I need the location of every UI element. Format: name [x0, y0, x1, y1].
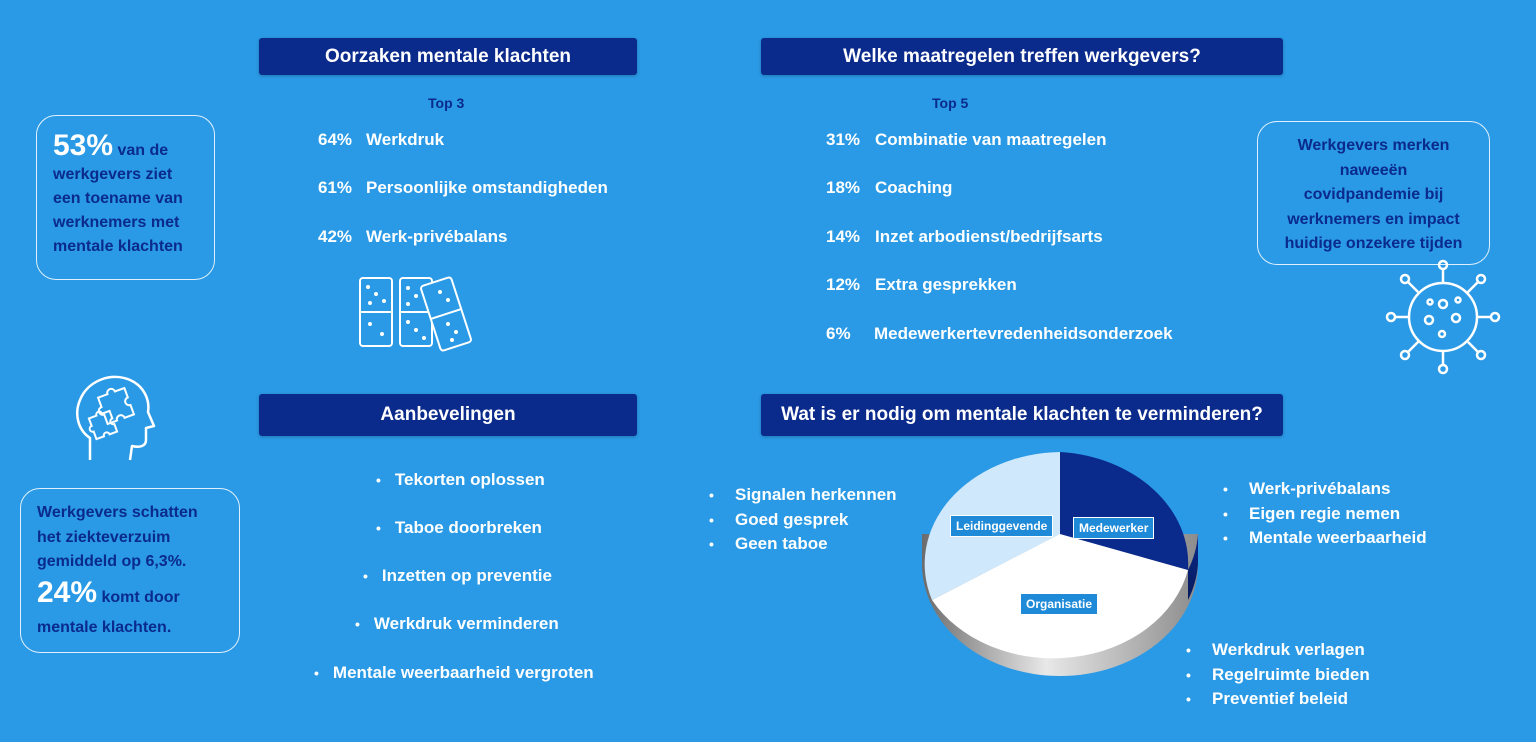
bullet: •: [355, 616, 360, 632]
bullet: •: [376, 520, 381, 536]
covid-text: covidpandemie bij: [1303, 186, 1444, 203]
measure-pct: 12%: [826, 275, 861, 294]
list-item-label: Geen taboe: [735, 534, 828, 553]
recommendation-label: Mentale weerbaarheid vergroten: [332, 663, 594, 682]
increase-text: een toename van: [53, 190, 183, 207]
list-item: [709, 508, 897, 533]
increase-text-1: van de: [117, 142, 169, 159]
absence-big-pct: 24%: [37, 575, 98, 609]
recommendation-item: [355, 614, 559, 634]
recommendation-label: Werkdruk verminderen: [373, 614, 559, 633]
increase-text: werkgevers ziet: [53, 166, 173, 183]
list-item-label: Preventief beleid: [1212, 689, 1349, 708]
causes-top-label: Top 3: [428, 95, 465, 111]
measure-item: [826, 178, 952, 198]
organisation-list: [1186, 638, 1370, 712]
covid-text: naweeën: [1339, 161, 1408, 179]
measure-item: [826, 130, 1106, 150]
list-item-label: Mentale weerbaarheid: [1249, 528, 1427, 547]
covid-text: huidige onzekere tijden: [1284, 235, 1463, 252]
causes-title: Oorzaken mentale klachten: [259, 38, 637, 75]
measure-label: Coaching: [875, 178, 953, 197]
list-item-label: Goed gesprek: [735, 509, 849, 529]
needs-title: Wat is er nodig om mentale klachten te verminderen?: [761, 394, 1283, 436]
list-item: [1223, 526, 1427, 551]
absence-text: Werkgevers schatten: [37, 504, 198, 521]
measure-item: [826, 227, 1103, 247]
measure-item: [826, 275, 1017, 295]
measure-item: [826, 324, 1173, 344]
recommendation-label: Tekorten oplossen: [394, 470, 545, 489]
measures-title: Welke maatregelen treffen werkgevers?: [761, 38, 1283, 75]
bullet: •: [1186, 691, 1191, 707]
needs-pie: [918, 452, 1208, 697]
recommendations-title: Aanbevelingen: [259, 394, 637, 436]
bullet: •: [1223, 505, 1228, 522]
recommendation-label: Inzetten op preventie: [381, 566, 552, 585]
pie-label-employee: Medewerker: [1073, 517, 1154, 539]
list-item: [1223, 502, 1427, 527]
increase-text: werknemers met: [53, 214, 180, 231]
increase-big-pct: 53%: [53, 129, 114, 162]
covid-text: werknemers en impact: [1287, 210, 1460, 228]
absence-bubble: [20, 488, 240, 653]
absence-text: mentale klachten.: [37, 618, 172, 636]
recommendation-label: Taboe doorbreken: [394, 518, 542, 537]
cause-label: Werkdruk: [366, 130, 445, 149]
measure-pct: 18%: [826, 178, 861, 197]
measure-label: Medewerkertevredenheidsonderzoek: [874, 324, 1173, 343]
list-item: [1186, 638, 1370, 663]
cause-item: [318, 227, 507, 247]
cause-pct: 61%: [318, 178, 353, 197]
recommendation-item: [314, 663, 594, 683]
head-puzzle-icon: [72, 370, 158, 464]
bullet: •: [363, 568, 368, 584]
measure-pct: 6%: [826, 324, 851, 343]
virus-icon: [1384, 258, 1502, 376]
cause-label: Werk-privébalans: [366, 227, 508, 246]
pie-label-organisation: Organisatie: [1020, 593, 1098, 615]
measure-label: Inzet arbodienst/bedrijfsarts: [875, 227, 1103, 246]
pie-label-manager: Leidinggevende: [950, 515, 1053, 537]
absence-text: komt door: [101, 588, 180, 606]
list-item: [1186, 687, 1370, 712]
list-item-label: Werkdruk verlagen: [1212, 640, 1365, 659]
list-item-label: Eigen regie nemen: [1249, 503, 1401, 523]
bullet: •: [1186, 642, 1191, 658]
bullet: •: [1223, 481, 1228, 497]
list-item: [709, 483, 897, 508]
cause-item: [318, 178, 608, 198]
bullet: •: [709, 487, 714, 503]
list-item: [709, 532, 897, 557]
list-item: [1223, 477, 1427, 502]
bullet: •: [376, 472, 381, 488]
list-item-label: Signalen herkennen: [735, 485, 897, 504]
measure-pct: 31%: [826, 130, 861, 149]
bullet: •: [1186, 666, 1191, 683]
recommendation-item: [363, 566, 552, 586]
absence-text: het ziekteverzuim: [37, 528, 171, 546]
measures-top-label: Top 5: [932, 95, 969, 111]
bullet: •: [1223, 530, 1228, 546]
cause-item: [318, 130, 444, 150]
employee-list: [1223, 477, 1427, 551]
list-item: [1186, 663, 1370, 688]
bullet: •: [709, 511, 714, 528]
bullet: •: [314, 665, 319, 681]
measure-label: Extra gesprekken: [875, 275, 1017, 294]
bullet: •: [709, 536, 714, 552]
measure-label: Combinatie van maatregelen: [875, 130, 1107, 149]
cause-pct: 42%: [318, 227, 353, 246]
increase-text: mentale klachten: [53, 238, 183, 255]
list-item-label: Werk-privébalans: [1249, 479, 1391, 498]
manager-list: [709, 483, 897, 557]
covid-bubble: [1257, 121, 1490, 265]
cause-label: Persoonlijke omstandigheden: [366, 178, 608, 197]
increase-bubble: [36, 115, 215, 280]
recommendation-item: [376, 470, 545, 490]
measure-pct: 14%: [826, 227, 861, 246]
absence-text: gemiddeld op 6,3%.: [37, 553, 187, 570]
recommendation-item: [376, 518, 542, 538]
cause-pct: 64%: [318, 130, 353, 149]
covid-text: Werkgevers merken: [1297, 137, 1450, 154]
dominoes-icon: [356, 272, 474, 352]
list-item-label: Regelruimte bieden: [1212, 664, 1370, 684]
